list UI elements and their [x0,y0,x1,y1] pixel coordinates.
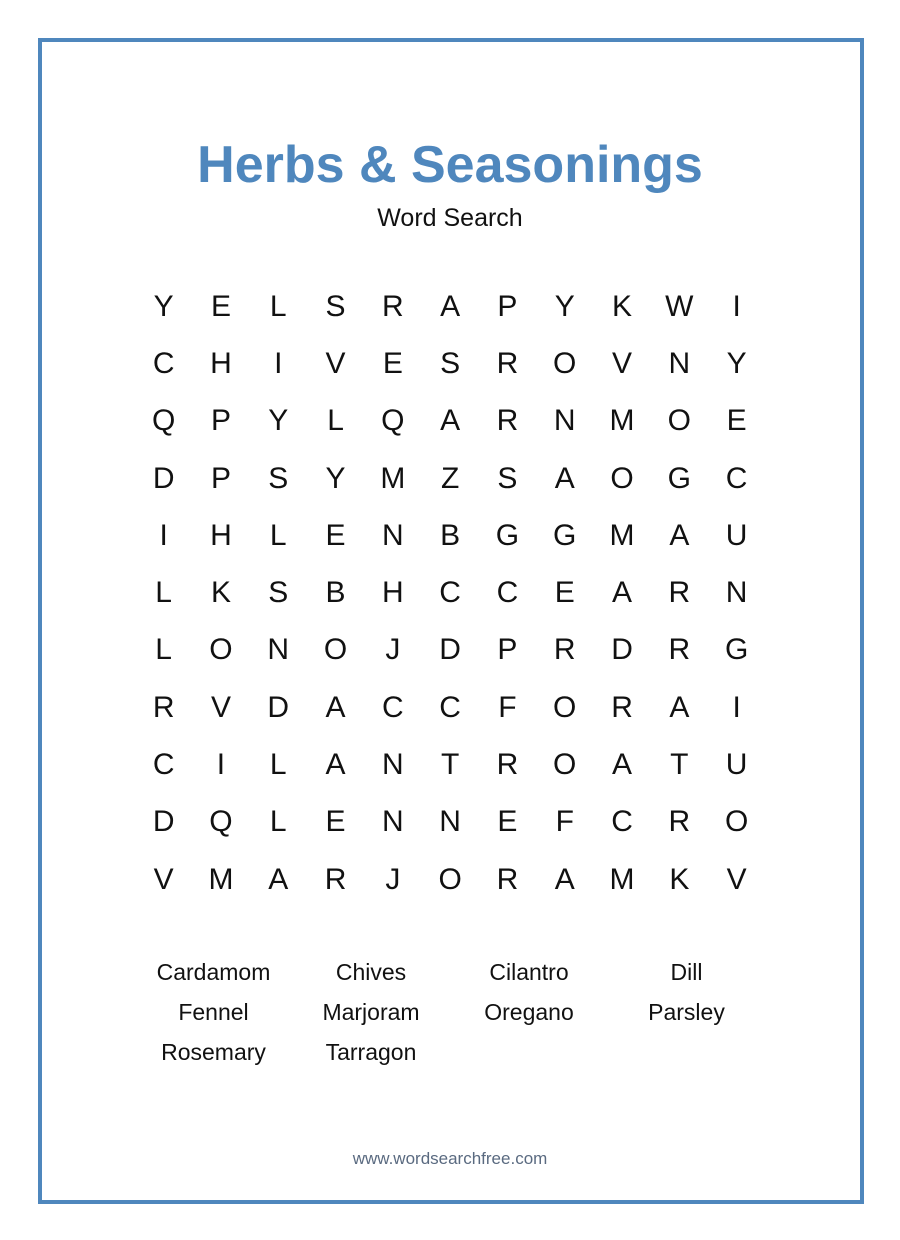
grid-cell: T [440,748,460,782]
grid-cell: E [497,805,518,839]
grid-cell: R [668,576,691,610]
grid-cell: N [267,633,290,667]
grid-cell: L [155,576,172,610]
grid-cell: L [269,805,287,839]
grid-cell: R [382,289,404,323]
grid-cell: L [269,518,287,552]
word-list-item: Parsley [648,998,725,1025]
grid-cell: O [667,404,691,438]
grid-cell: Y [268,404,289,438]
grid-cell: P [497,289,518,323]
grid-cell: U [725,748,748,782]
grid-cell: E [554,576,575,610]
word-list-item: Chives [335,958,407,985]
grid-cell: M [609,862,635,896]
grid-cell: L [269,289,287,323]
grid-cell: K [669,862,690,896]
grid-cell: P [210,404,231,438]
grid-cell: D [439,633,461,667]
grid-cell: G [553,518,577,552]
grid-cell: M [609,518,635,552]
grid-cell: N [553,404,576,438]
grid-cell: E [382,346,403,380]
grid-cell: N [382,748,404,782]
word-list-item: Cardamom [156,958,271,985]
grid-cell: A [612,748,633,782]
grid-cell: W [665,289,694,323]
grid-cell: R [668,805,691,839]
grid-cell: A [440,289,461,323]
grid-cell: I [216,748,226,782]
grid-cell: S [440,346,461,380]
grid-cell: M [609,404,635,438]
grid-cell: Y [325,461,346,495]
letter-grid [135,278,765,908]
grid-cell: Y [726,346,747,380]
grid-cell: P [210,461,231,495]
grid-cell: Y [153,289,174,323]
grid-cell: C [611,805,633,839]
grid-cell: N [382,518,404,552]
grid-cell: J [385,633,401,667]
grid-cell: V [153,862,174,896]
grid-cell: I [274,346,283,380]
grid-cell: S [497,461,518,495]
grid-cell: G [724,633,749,667]
grid-cell: E [726,404,747,438]
grid-cell: Y [554,289,575,323]
grid-cell: R [152,690,175,724]
grid-cell: D [611,633,633,667]
grid-cell: A [325,690,346,724]
grid-cell: B [440,518,461,552]
grid-cell: C [382,690,404,724]
grid-cell: H [210,518,232,552]
grid-cell: L [327,404,344,438]
grid-cell: K [612,289,633,323]
footer-url: www.wordsearchfree.com [352,1149,548,1168]
grid-cell: T [670,748,689,782]
grid-cell: D [267,690,290,724]
grid-cell: V [325,346,346,380]
grid-cell: O [610,461,634,495]
grid-cell: O [724,805,749,839]
grid-cell: P [497,633,518,667]
grid-cell: U [725,518,748,552]
grid-cell: R [496,404,519,438]
grid-cell: M [380,461,406,495]
grid-cell: C [496,576,519,610]
grid-cell: R [611,690,633,724]
word-list-item: Tarragon [325,1038,417,1065]
grid-cell: N [668,346,691,380]
grid-cell: F [498,690,517,724]
grid-cell: O [553,690,577,724]
grid-cell: A [669,518,690,552]
grid-cell: S [325,289,346,323]
grid-cell: R [496,862,519,896]
grid-cell: A [669,690,690,724]
word-list-item: Rosemary [161,1038,266,1065]
grid-cell: B [325,576,346,610]
grid-cell: L [155,633,172,667]
grid-cell: N [725,576,748,610]
word-list-item: Cilantro [489,958,569,985]
grid-cell: C [725,461,748,495]
grid-cell: O [553,748,577,782]
word-list-item: Oregano [484,998,574,1025]
grid-cell: R [324,862,347,896]
grid-cell: O [323,633,348,667]
word-list-item: Dill [670,958,703,985]
grid-cell: C [152,748,175,782]
grid-cell: R [496,748,519,782]
grid-cell: L [269,748,287,782]
grid-cell: J [385,862,401,896]
grid-cell: V [210,690,231,724]
grid-cell: R [668,633,691,667]
grid-cell: O [438,862,462,896]
grid-cell: Z [440,461,460,495]
grid-cell: A [325,748,346,782]
grid-cell: A [612,576,633,610]
grid-cell: M [208,862,234,896]
grid-cell: A [554,461,575,495]
puzzle-title: Herbs & Seasonings [197,136,703,194]
grid-cell: E [325,805,346,839]
grid-cell: S [268,461,289,495]
grid-cell: S [268,576,289,610]
grid-cell: N [439,805,461,839]
grid-cell: H [382,576,404,610]
grid-cell: O [209,633,233,667]
grid-cell: D [152,461,175,495]
grid-cell: O [553,346,577,380]
grid-cell: G [495,518,520,552]
grid-cell: A [440,404,461,438]
grid-cell: C [152,346,175,380]
grid-cell: C [439,576,461,610]
grid-cell: K [210,576,231,610]
puzzle-subtitle: Word Search [377,204,523,232]
grid-cell: N [382,805,404,839]
grid-cell: A [268,862,289,896]
grid-cell: F [555,805,574,839]
grid-cell: I [732,690,741,724]
grid-cell: Q [381,404,405,438]
grid-cell: R [496,346,519,380]
word-list [135,952,765,1072]
grid-cell: E [210,289,231,323]
grid-cell: I [732,289,741,323]
grid-cell: C [439,690,461,724]
grid-cell: Q [209,805,233,839]
grid-cell: G [667,461,691,495]
grid-cell: R [553,633,576,667]
grid-cell: I [159,518,168,552]
word-list-item: Fennel [178,998,249,1025]
grid-cell: E [325,518,346,552]
grid-cell: H [210,346,232,380]
grid-cell: D [152,805,175,839]
word-list-item: Marjoram [322,998,420,1025]
grid-cell: V [726,862,747,896]
grid-cell: V [612,346,633,380]
grid-cell: Q [151,404,176,438]
grid-cell: A [554,862,575,896]
